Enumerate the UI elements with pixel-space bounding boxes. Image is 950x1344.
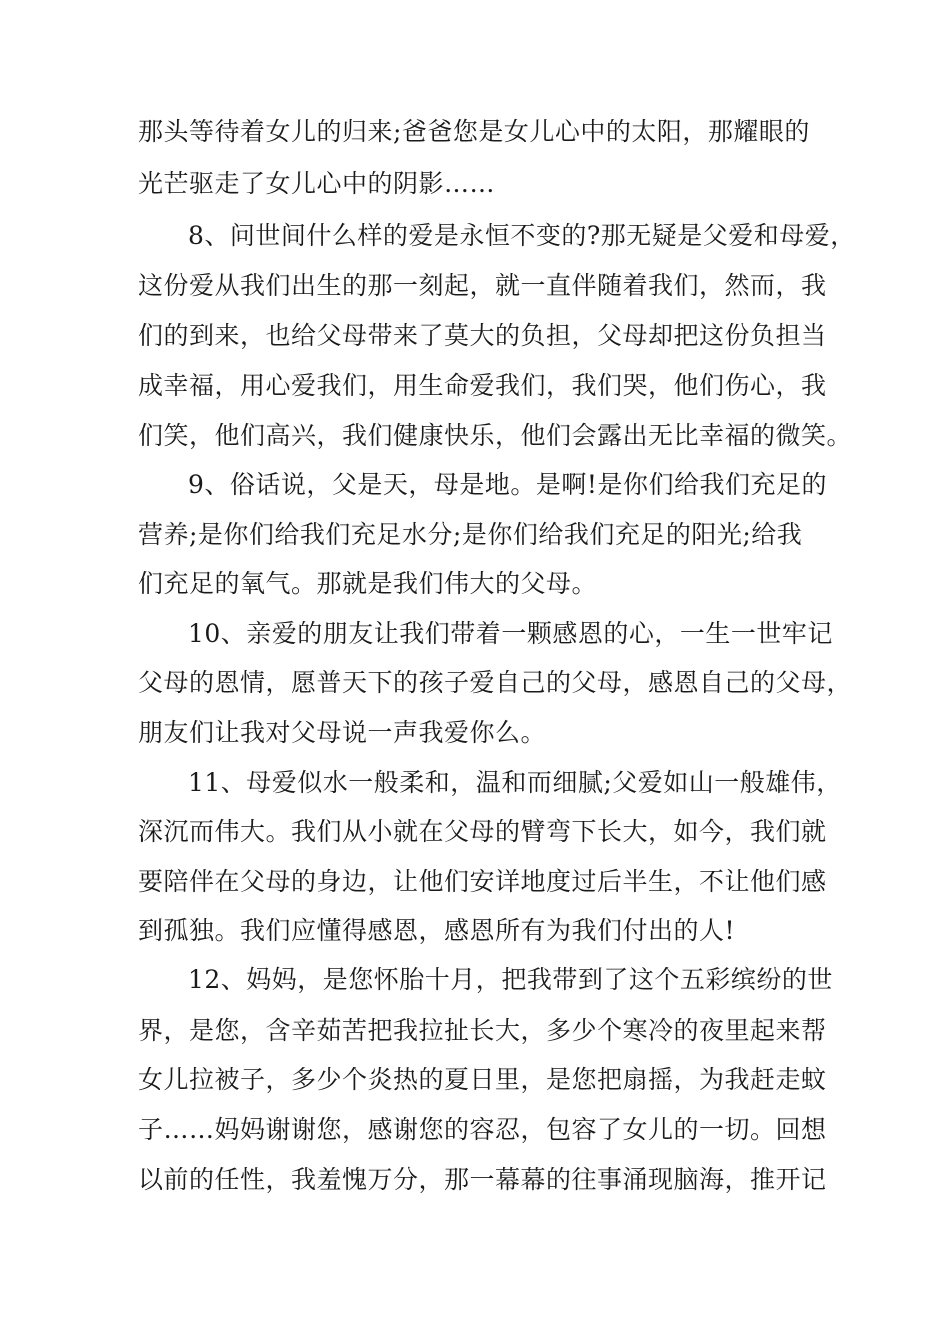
text-line: 界，是您，含辛茹苦把我拉扯长大，多少个寒冷的夜里起来帮: [138, 1016, 827, 1045]
text-line: 光芒驱走了女儿心中的阴影……: [138, 169, 496, 198]
text-line: 父母的恩情，愿普天下的孩子爱自己的父母，感恩自己的父母，: [138, 668, 853, 697]
text-line: 成幸福，用心爱我们，用生命爱我们，我们哭，他们伤心，我: [138, 371, 827, 400]
text-line: 这份爱从我们出生的那一刻起，就一直伴随着我们，然而，我: [138, 271, 827, 300]
paragraph-11-first-line: 11、母爱似水一般柔和，温和而细腻;父爱如山一般雄伟，: [188, 768, 842, 797]
text-line: 女儿拉被子，多少个炎热的夏日里，是您把扇摇，为我赶走蚊: [138, 1065, 827, 1094]
text-line: 要陪伴在父母的身边，让他们安详地度过后半生，不让他们感: [138, 867, 827, 896]
text-line: 那头等待着女儿的归来;爸爸您是女儿心中的太阳，那耀眼的: [138, 117, 810, 146]
text-line: 营养;是你们给我们充足水分;是你们给我们充足的阳光;给我: [138, 520, 803, 549]
text-line: 朋友们让我对父母说一声我爱你么。: [138, 718, 547, 747]
text-line: 以前的任性，我羞愧万分，那一幕幕的往事涌现脑海，推开记: [138, 1165, 827, 1194]
paragraph-12-first-line: 12、妈妈，是您怀胎十月，把我带到了这个五彩缤纷的世: [188, 965, 833, 994]
text-line: 深沉而伟大。我们从小就在父母的臂弯下长大，如今，我们就: [138, 817, 827, 846]
text-line: 们充足的氧气。那就是我们伟大的父母。: [138, 569, 598, 598]
text-line: 们的到来，也给父母带来了莫大的负担，父母却把这份负担当: [138, 321, 827, 350]
paragraph-10-first-line: 10、亲爱的朋友让我们带着一颗感恩的心，一生一世牢记: [188, 619, 833, 648]
text-line: 子……妈妈谢谢您，感谢您的容忍，包容了女儿的一切。回想: [138, 1115, 827, 1144]
text-line: 到孤独。我们应懂得感恩，感恩所有为我们付出的人!: [138, 916, 736, 945]
text-line: 们笑，他们高兴，我们健康快乐，他们会露出无比幸福的微笑。: [138, 421, 853, 450]
paragraph-8-first-line: 8、问世间什么样的爱是永恒不变的?那无疑是父爱和母爱，: [188, 221, 856, 250]
paragraph-9-first-line: 9、俗话说，父是天，母是地。是啊!是你们给我们充足的: [188, 470, 827, 499]
